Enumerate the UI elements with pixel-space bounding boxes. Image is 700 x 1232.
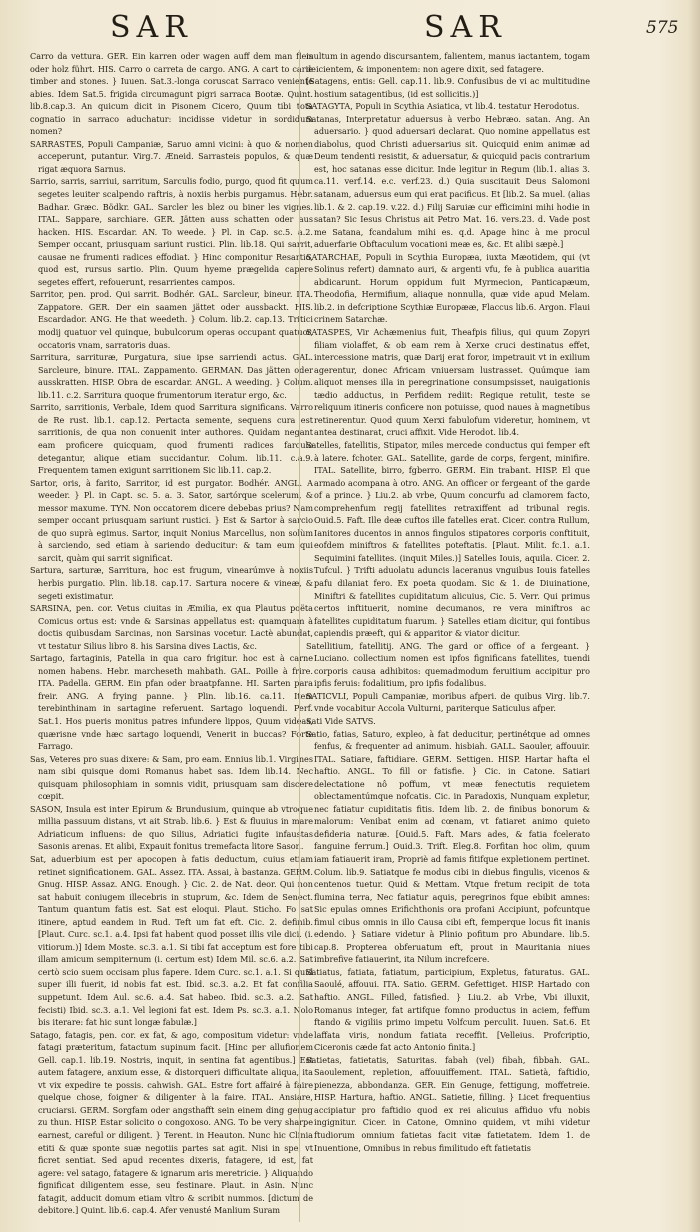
entry-sason: SASON, Insula est inter Epirum & Brundusium, quinque ab vtroque millia passuum distans, vt ait Strab. lib.6. } Est & fluuius in mare Adriaticum influens: de quo Silius, Adriatici fugite infaustas Sasonis arenas. Et alibi, Expauit fonitus tremefacta litore Sason. xyxy=(30,803,313,852)
right-running-head: SAR xyxy=(424,10,507,45)
entry-sartago: Sartago, fartaginis, Patella in qua caro frigitur. hoc est à carne nomen habens. Hebr. marcheseth mahbath. GAL. Poille à frire. ITA. Padella. GERM. Ein pfan oder braatpfanne. HI. Sarten para freir. ANG. A frying panne. } Plin. lib.16. ca.11. Item terebinthinam in sartagine referuent. Sartago loquendi. Perf. Sat.1. Hos pueris monitus patres infundere lippos, Quum videas, quærisne vnde hæc sartago loquendi, Venerit in buccas? Forte Farrago. xyxy=(30,653,313,752)
left-column xyxy=(30,50,313,1222)
entry-sartura: Sartura, sarturæ, Sarritura, hoc est frugum, vinearúmve à noxiis herbis purgatio. Plin. lib.18. cap.17. Sartura nocere & vineæ, & segeti existimatur. xyxy=(30,565,313,601)
entry-sarritor: Sarritor, pen. prod. Qui sarrit. Bodhér. GAL. Sarcleur, bineur. ITA. Zappatore. GER. Der ein saamen jättet oder aussbackt. HIS. Escardador. ANG. He that weedeth. } Colum. lib.2. cap.13. Tritici modij quatuor vel quinque, bubulcorum operas occupant quatuor, occatoris vnam, sarratoris duas. xyxy=(30,289,313,350)
entry-sarraco-cont: Carro da vettura. GER. Ein karren oder wagen auff dem man fleis oder holz führt. HIS. Carro o carreta de cargo. ANG. A cart to carie timber and stones. } Iuuen. Sat.3.-longa coruscat Sarraco veniente abies. Idem Sat.5. frigida circumagunt pigri sarraca Bootæ. Quint. lib.8.cap.3. An quicum dicit in Pisonem Cicero, Quum tibi tota cognatio in sarraco aduchatur: incidisse videtur in sordidum nomen? xyxy=(30,51,313,137)
entry-satagens: [Satagens, entis: Gell. cap.11. lib.9. Confusibus de vi ac multitudine hostium satagentibus, (id est sollicitis.)] xyxy=(306,76,590,99)
entry-sarritura: Sarritura, sarrituræ, Purgatura, siue ipse sarriendi actus. GAL. Sarcleure, binure. ITAL. Zappamento. GERMAN. Das jätten oder ausskratten. HISP. Obra de escardar. ANGL. A weeding. } Colum. lib.11. c.2. Sarritura quoque frumentorum iteratur ergo, &c. xyxy=(30,352,313,400)
entry-sat: Sat, aduerbium est per apocopen à fatis deductum, cuius etiam retinet significationem. GAL. Assez. ITA. Assai, à bastanza. GERM. Gnug. HISP. Assaz. ANG. Enough. } Cic. 2. de Nat. deor. Qui non sat habuit coniugem illecebris in stuprum, &c. Idem de Senect. Tantum quantum fatis est. Sat est eloqui. Plaut. Sticho. Fo sat itinere, aptud eandem in Rud. Teft um fat eft. Cic. 2. definib. [Plaut. Curc. sc.1. a.4. Ipsi fat habent quod posset illis vile dici. (i. vitiorum.)] Idem Moste. sc.3. a.1. Si tibi fat acceptum est fore tibi illam amicum sempiternum (i. certum est) Idem Mil. sc.6. a.2. Sat certò scio suem occisam plus fapere. Idem Curc. sc.1. a.1. Si quid super illi fuerit, id nobis fat est. Ibid. sc.3. a.2. Et fat confilia suppetunt. Idem Aul. sc.6. a.4. Sat habeo. Ibid. sc.3. a.2. Sat fecisti) Ibid. sc.3. a.1. Vel legioni fat est. Idem Ps. sc.3. a.1. Nolo bis iterare: fat hic sunt longæ fabulæ.] xyxy=(30,854,313,1028)
entry-satio: Satio, fatias, Saturo, expleo, à fat deducitur, pertinétque ad omnes fenfus, & frequenter ad animum. hisbiah. GALL. Saouler, affouuir. ITAL. Satiare, faftidiare. GERM. Settigen. HISP. Hartar hafta el haftio. ANGL. To fill or fatisfie. } Cic. in Catone. Satiari delectatione nô poffum, vt meæ fenectutis requietem oblectamentúmque nofcatis. Cic. in Paradoxis, Nunquam expletur, nec fatiatur cupiditatis fitis. Idem lib. 2. de finibus bonorum & malorum: Venibat enim ad cœnam, vt fatiaret animo quieto defideria naturæ. [Ouid.5. Faft. Mars ades, & fatia fcelerato fanguine ferrum.] Ouid.3. Trift. Eleg.8. Forfitan hoc olim, quum iam fatiauerit iram, Propriè ad famis fitifque expletionem pertinet. Colum. lib.9. Satiatque fe modus cibi in diebus fingulis, vicenos & centenos tuetur. Quid & Mettam. Vtque fretum recipit de tota flumina terra, Nec fatiatur aquis, peregrinos fque ebibit amnes: Sic epulas omnes Erifichthonis ora profani Accipiunt, pofcuntque fimul cibus omnis in illo Causa cibi eft, femperque locus fit inanis edendo. } Satiare videtur à Plinio pofitum pro Abundare. lib.5. cap.8. Propterea obferuatum eft, prout in Mauritania niues imbrefive fatiauerint, ita Nilum increfcere. xyxy=(306,728,590,965)
entry-sarsina: SARSINA, pen. cor. Vetus ciuitas in Æmilia, ex qua Plautus poëta Comicus ortus est: vnde & Sarsinas appellatus est: quamquam à doctis quibusdam Sarcinas, non Sarsinas vocetur. Lactè abundat, vt testatur Silius libro 8. his Sarsina dives Lactis, &c. xyxy=(30,603,313,651)
entry-sati: Sati Vide SATVS. xyxy=(306,715,376,726)
entry-sarrastes: SARRASTES, Populi Campaniæ, Saruo amni vicini: à quo & nomen acceperunt, putantur. Virg.7. Æneid. Sarrasteis populos, & quæ rigat æquora Sarnus. xyxy=(30,138,313,174)
entry-satiatus: Satiatus, fatiata, fatiatum, participium, Expletus, faturatus. GAL. Saoulé, affouui. ITA. Satio. GERM. Gefettiget. HISP. Hartado con haftio. ANGL. Filled, fatisfied. } Liu.2. ab Vrbe, Vbi illuxit, Romanus integer, fat artifque fomno productus in aciem, feffum ftando & vigiliis primo impetu Volfcum perculit. Iuuen. Sat.6. Et laffata viris, nondum fatiata receffit. [Velleius. Profcriptio, Ciceronis cæde fat acto Antonio finita.] xyxy=(306,966,590,1053)
entry-satago: Satago, fatagis, pen. cor. ex fat, & ago, compositum videtur: vnde fatagi præteritum, fatactum supinum facit. [Hinc per allufionem Gell. cap.1. lib.19. Nostris, inquit, in sentina fat agentibus.] Est autem fatagere, anxium esse, & distorqueri difficultate aliqua, ita vt vix expedire te possis. cahwish. GAL. Estre fort affairé à faire quelque chose, foigner & diligenter à la faire. ITAL. Ansiare, cruciarsi. GERM. Sorgfam oder angsthafft sein einem ding genug zu thun. HISP. Estar solicito o congoxoso. ANG. To be very sharpe earnest, careful or diligent. } Terent. in Heauton. Nunc hic Clinia etiti & quæ sponte suæ negotiis partes sat agit. Nisi in spe, vt ficret sentiat. Sed apud recentes dixeris, fatagere, id est, fat agere: vel satago, fatagere & ignarum aris meretricie. } Aliquando fignificat diligentem esse, seu festinare. Plaut. in Asin. Nunc fatagit, adducit domum etiam vltro & scribit nummos. [dictum de debitore.] Quint. lib.6. cap.4. Afer venusté Manlium Suram xyxy=(30,1029,313,1216)
page-header xyxy=(0,10,700,46)
left-running-head: SAR xyxy=(110,10,193,45)
entry-satanas: Satanas, Interpretatur aduersus à verbo Hebræo. satan. Ang. An aduersario. } quod aduersari declarat. Quo nomine appellatus est diabolus, quod Christi aduersarius sit. Quicquid enim animæ ad Deum tendenti resistit, & aduersatur, & quicquid pacis contrarium est, hoc satanas esse dicitur. Inde legitur in Regum (lib.1. alias 3. ca.11. verf.14. e.c. verf.23. d.) Quia suscitauit Deus Salomoni satanam, aduersus eum qui erat pacificus. Et [lib.2. Sa muel. (alias lib.1. & 2. cap.19. v.22. d.) Filij Saruiæ cur efficimini mihi hodie in satan? Sic Iesus Christus ait Petro Mat. 16. vers.23. d. Vade post me Satana, fcandalum mihi es. q.d. Apage hinc à me procul aduerfarie Obftaculum vocationi meæ es, &c. Et alibi sæpè.] xyxy=(306,113,590,250)
right-column xyxy=(306,50,590,1222)
entry-satagyta: SATAGYTA, Populi in Scythia Asiatica, vt lib.4. testatur Herodotus. xyxy=(306,101,580,112)
entry-sataspes: SATASPES, Vir Achæmenius fuit, Theafpis filius, qui quum Zopyri filiam violaffet, & ob eam rem à Xerxe cruci destinatus effet, intercessione matris, quæ Darij erat foror, impetrauit vt in exilium agerentur, donec Africam vniuersam lustrasset. Quúmque iam aliquot menses illa in peregrinatione consumpsisset, nauigationis tædio adductus, in Perfidem rediit: Regique retulit, teste se reliquum itineris conficere non potuisse, quod naues à magnetibus retinerentur. Quod quum Xerxi fabulofum videretur, hominem, vt antea destinarat, cruci affixit. Vide Herodot. lib.4. xyxy=(306,327,590,438)
column-divider xyxy=(299,50,300,1222)
page-edge-shadow xyxy=(688,0,700,1232)
entry-satellitium: Satellitium, fatellitij. ANG. The gard or office of a fergeant. } Luciano. collectium nomen est ipfos fignificans fatellites, tuendi corporis causa adhibitos: quemadmodum feruitium accipitur pro ipfis feruis: fodalitium, pro ipfis fodalibus. xyxy=(306,640,590,689)
entry-satietas: Satietas, fatietatis, Saturitas. fabah (vel) fibah, fibbah. GAL. Saoulement, repletion, affouuiffement. ITAL. Satietà, faftidio, pienezza, abbondanza. GER. Ein Genuge, fettigung, moffetreie. HISP. Hartura, haftio. ANGL. Satietie, filling. } Licet frequentius accipiatur pro faftidio quod ex rei alicuius affiduo vfu nobis ingignitur. Cicer. in Catone, Omnino quidem, vt mihi videtur ftudiorum omnium fatietas facit vitæ fatietatem. Idem 1. de Inuentione, Omnibus in rebus fimilitudo eft fatietatis xyxy=(306,1054,590,1153)
entry-satago-cont: multum in agendo discursantem, falientem, manus iactantem, togam deicientem, & imponentem: non agere dixit, sed fatagere. xyxy=(306,51,590,74)
entry-satarchae: SATARCHAE, Populi in Scythia Europæa, iuxta Mæotidem, qui (vt Solinus refert) damnato auri, & argenti vfu, fe à publica auaritia abdicarunt. Horum oppidum fuit Myrmecion, Panticapæum, Theodofia, Hermifium, aliaque nonnulla, quæ vide apud Melam. lib.2. in defcriptione Scythiæ Europææ, Flaccus lib.6. Argon. Flaui crinem Satarchæ. xyxy=(306,251,590,325)
entry-sartor: Sartor, oris, à farito, Sarritor, id est purgator. Bodhér. ANGL. A weeder. } Pl. in Capt. sc. 5. a. 3. Sator, sartórque scelerum, & messor maxume. TYN. Non occatorem dicere debebas prius? Nam semper occant priusquam sariunt rustici. } Est & Sartor à sarcio de quo suprà egimus. Sartor, inquit Nonius Marcellus, non solùm à sarciendo, sed etiam à sariendo deducitur: & tam eum qui sarcit, quàm qui sarrit significat. xyxy=(30,477,313,563)
entry-saticuli: SATICVLI, Populi Campaniæ, moribus afperi. de quibus Virg. lib.7. vnde vocabitur Accola Vulturni, pariterque Saticulus afper. xyxy=(306,690,590,714)
entry-satelles: Satelles, fatellitis, Stipator, miles mercede conductus qui femper eft à latere. fchoter. GAL. Satellite, garde de corps, fergent, minifire. ITAL. Satellite, birro, fgberro. GERM. Ein trabant. HISP. El que armado acompana à otro. ANG. An officer or fergeant of the garde of a prince. } Liu.2. ab vrbe, Quum concurfu ad clamorem facto, comprehenfum regij fatellites retraxiffent ad tribunal regis. Ouid.5. Faft. Ille deæ cuftos ille fatelles erat. Cicer. contra Rullum, Ianitores ducentos in annos fingulos stipatores corporis conftituit, eofdem miniftros & fatellites poteftatis. [Plaut. Milit. fc.1. a.1. Sequimini fatellites. (inquit Miles.)] Satelles Iouis, aquila. Cicer. 2. Tufcul. } Trifti aduolatu aduncis laceranus vnguibus Iouis fatelles pafu dilaniat fero. Ex poeta quodam. Sic & 1. de Diuinatione, Miniftri & fatellites cupiditatum alicuius, Cic. 5. Verr. Qui primus certos inftituerit, nomine decumanos, re vera miniftros ac fatellites cupiditatum fuarum. } Satelles etiam dicitur, qui fontibus capiendis præeft, qui & apparitor & viator dicitur. xyxy=(306,439,590,639)
entry-sarritio: Sarrito, sarritionis, Verbale, Idem quod Sarritura significans. Varro de Re rust. lib.1. cap.12. Pertacta semente, sequens cura est sarritionis, de qua non conuenit inter authores. Quidam negant eam proficere quicquam, quod frumenti radices farculo detegantur, alique etiam succidantur. Colum. lib.11. c.a.9. Frequentem tamen exigunt sarritionem Sic lib.11. cap.2. xyxy=(30,402,313,476)
entry-sarrio: Sarrio, sarris, sarriui, sarritum, Sarculis fodio, purgo, quod fit quum segetes leuiter scalpendo raftris, à noxiis herbis purgamus. Hebr. Badhar. Græc. Bödkr. GAL. Sarcler les blez ou biner les vignes. ITAL. Sappare, sarchiare. GER. Jätten auss schatten oder aus hacken. HIS. Escardar. AN. To weede. } Pl. in Cap. sc.5. a.2. Semper occant, priusquam sariunt rustici. Plin. lib.18. Qui sarrit, causae ne frumenti radices effodiat. } Hinc componitur Resartio, quod est, rursus sartio. Plin. Quum hyeme prægelida capere segetes effert, refouerunt, resarrientes campos. xyxy=(30,176,313,287)
page-number: 575 xyxy=(646,18,679,38)
entry-sas: Sas, Veteres pro suas dixere: & Sam, pro eam. Ennius lib.1. Virgines nam sibi quisque domi Romanus habet sas. Idem lib.14. Nec quisquam philosophiam in somnis vidit, priusquam sam discere cœpit. xyxy=(30,753,313,802)
